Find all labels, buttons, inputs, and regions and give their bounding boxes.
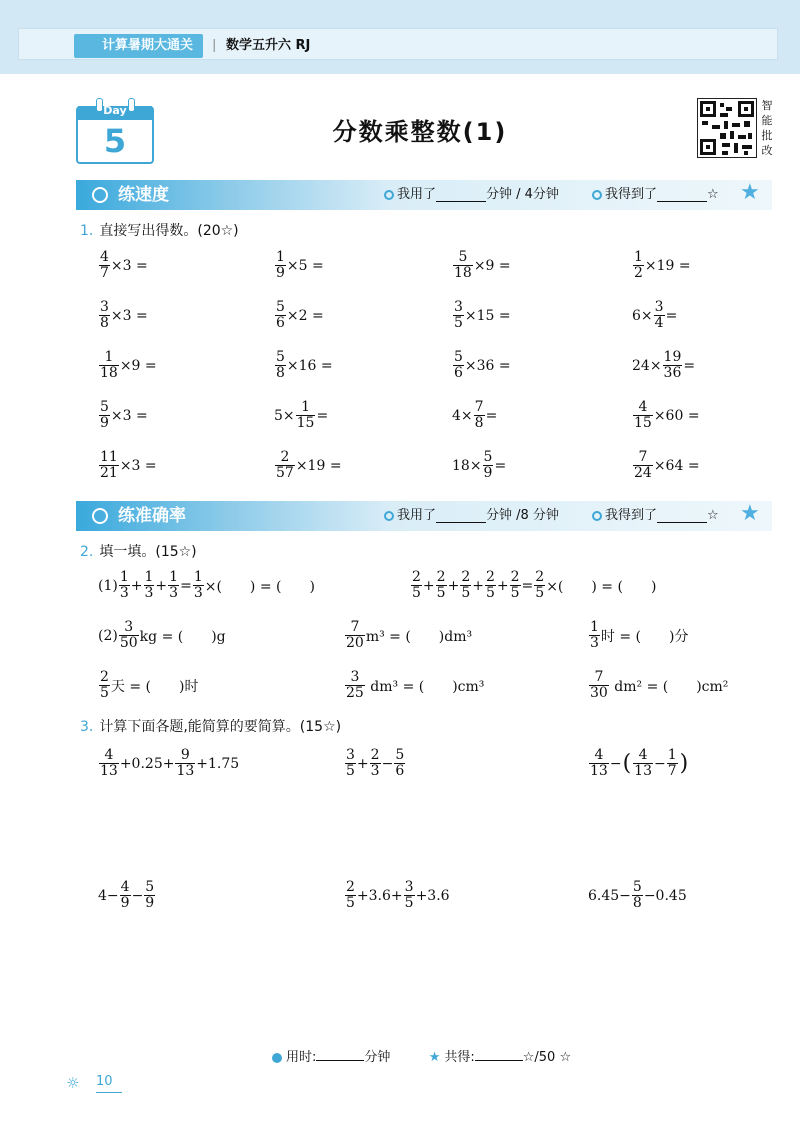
numerator: 5: [145, 879, 155, 895]
time-blank[interactable]: [436, 187, 486, 202]
fraction: [453, 250, 473, 281]
fraction: [99, 748, 119, 779]
page-underline: [96, 1092, 122, 1093]
denominator: 21: [100, 465, 118, 481]
page-title: 分数乘整数(1): [332, 118, 508, 146]
numerator: 3: [654, 299, 664, 315]
clock-icon: [384, 190, 394, 200]
fraction: [534, 570, 545, 601]
numerator: 3: [124, 619, 134, 635]
q2-problem: [98, 620, 226, 651]
fraction: [633, 250, 644, 281]
subject-label: 数学五升六 RJ: [226, 38, 311, 53]
denominator: 36: [663, 365, 682, 381]
q1-problem: [274, 250, 324, 281]
denominator: 4: [654, 315, 664, 331]
fraction: [345, 620, 365, 651]
fraction: [345, 748, 356, 779]
numerator: 9: [180, 747, 190, 763]
fraction: [296, 400, 316, 431]
numerator: 3: [350, 669, 360, 685]
check-icon: [592, 511, 602, 521]
denominator: 9: [100, 415, 109, 431]
fraction: [411, 570, 422, 601]
fraction: [510, 570, 521, 601]
denominator: 3: [193, 585, 203, 601]
fraction: [370, 748, 381, 779]
q3-problem: [588, 880, 687, 911]
denominator: 3: [590, 635, 599, 651]
denominator: 5: [510, 585, 520, 601]
expression-text: −: [609, 755, 622, 772]
numerator: 3: [404, 879, 414, 895]
fraction: [99, 300, 110, 331]
numerator: 7: [638, 449, 648, 465]
expression-text: kg = ( )g: [139, 628, 226, 645]
numerator: 5: [100, 399, 109, 415]
q3-heading: 3. 计算下面各题,能简算的要简算。(15☆): [80, 719, 342, 735]
section-speed-time: 我用了 分钟 / 4分钟: [384, 180, 559, 210]
fraction: [144, 570, 155, 601]
fraction: [120, 880, 131, 911]
denominator: 5: [100, 685, 109, 701]
numerator: 5: [483, 449, 493, 465]
numerator: 2: [280, 449, 290, 465]
denominator: 24: [634, 465, 652, 481]
expression-text: ×64 =: [653, 457, 700, 474]
expression-text: ×9 =: [119, 357, 157, 374]
score-blank[interactable]: [657, 508, 707, 523]
fraction: [453, 350, 464, 381]
denominator: 7: [100, 265, 109, 281]
denominator: 5: [461, 585, 471, 601]
fraction: [275, 350, 286, 381]
expression-text: 时 = ( )分: [600, 628, 689, 645]
expression-text: ×36 =: [464, 357, 511, 374]
expression-text: =: [683, 357, 696, 374]
expression-text: 天 = ( )时: [110, 678, 199, 695]
q1-problem: [632, 450, 700, 481]
numerator: 3: [454, 299, 463, 315]
denominator: 13: [590, 763, 608, 779]
denominator: 6: [276, 315, 285, 331]
parenthesis: ): [679, 750, 689, 776]
denominator: 13: [634, 763, 652, 779]
score-blank[interactable]: [657, 187, 707, 202]
numerator: 1: [104, 349, 114, 365]
denominator: 6: [395, 763, 405, 779]
q1-heading: 1. 直接写出得数。(20☆): [80, 223, 239, 239]
numerator: 2: [461, 569, 471, 585]
fraction: [99, 250, 110, 281]
numerator: 2: [412, 569, 421, 585]
fraction: [275, 250, 286, 281]
denominator: 8: [632, 895, 642, 911]
numerator: 5: [458, 249, 468, 265]
numerator: 7: [594, 669, 604, 685]
expression-text: +: [472, 577, 484, 594]
expression-text: ×19 =: [295, 457, 342, 474]
q2-problem: [98, 570, 315, 601]
expression-text: +: [422, 577, 435, 594]
denominator: 3: [119, 585, 129, 601]
numerator: 4: [638, 747, 648, 763]
expression-text: ×60 =: [653, 407, 700, 424]
q3-problem: [344, 748, 406, 779]
denominator: 13: [176, 763, 195, 779]
star-icon: ★: [428, 1050, 441, 1065]
numerator: 2: [346, 879, 355, 895]
numerator: 7: [350, 619, 360, 635]
star-decoration-icon: ★: [740, 180, 760, 205]
clock-icon: [384, 511, 394, 521]
denominator: 30: [590, 685, 608, 701]
target-icon: [92, 508, 108, 524]
numerator: 2: [100, 669, 109, 685]
expression-text: +0.25+: [119, 755, 175, 772]
expression-text: +: [356, 755, 369, 772]
numerator: 2: [370, 747, 380, 763]
q3-problem: [98, 748, 239, 779]
numerator: 4: [100, 249, 109, 265]
header-separator: |: [212, 38, 217, 53]
q1-problem: [98, 350, 157, 381]
expression-text: 6×: [632, 307, 653, 324]
expression-text: ×15 =: [464, 307, 511, 324]
fraction: [589, 620, 600, 651]
expression-text: ×2 =: [286, 307, 324, 324]
q1-problem: [452, 300, 511, 331]
numerator: 5: [454, 349, 463, 365]
expression-text: +3.6: [415, 887, 450, 904]
qr-code-icon[interactable]: [697, 98, 757, 158]
denominator: 2: [634, 265, 643, 281]
q2-problem: [410, 570, 656, 601]
expression-text: (2): [98, 627, 118, 644]
qr-label: 智 能 批 改: [761, 99, 773, 157]
numerator: 2: [510, 569, 520, 585]
q3-problem: [98, 880, 156, 911]
fraction: [460, 570, 471, 601]
q1-problem: [632, 400, 700, 431]
denominator: 9: [145, 895, 155, 911]
fraction: [99, 450, 119, 481]
time-blank[interactable]: [436, 508, 486, 523]
star-decoration-icon: ★: [740, 501, 760, 526]
q1-problem: [274, 450, 342, 481]
expression-text: −0.45: [643, 887, 687, 904]
section-speed-title: 练速度: [118, 185, 169, 205]
numerator: 2: [485, 569, 495, 585]
expression-text: 18×: [452, 457, 482, 474]
expression-text: 6.45−: [588, 887, 631, 904]
page-number: 10: [96, 1074, 113, 1089]
numerator: 4: [104, 747, 114, 763]
expression-text: 24×: [632, 357, 662, 374]
expression-text: =: [180, 577, 192, 594]
fraction: [144, 880, 155, 911]
denominator: 5: [436, 585, 446, 601]
denominator: 20: [346, 635, 364, 651]
day-number: 5: [103, 122, 127, 160]
denominator: 50: [119, 635, 138, 651]
q1-problem: [452, 350, 511, 381]
fraction: [633, 400, 653, 431]
fraction: [275, 450, 295, 481]
denominator: 5: [485, 585, 495, 601]
q1-problem: [274, 400, 328, 431]
denominator: 13: [100, 763, 118, 779]
total-score-blank[interactable]: [475, 1048, 523, 1061]
denominator: 5: [535, 585, 545, 601]
day-label: Day: [103, 104, 127, 117]
numerator: 11: [100, 449, 118, 465]
fraction: [633, 450, 653, 481]
expression-text: +3.6+: [356, 887, 403, 904]
numerator: 5: [276, 299, 285, 315]
fraction: [474, 400, 485, 431]
fraction: [589, 748, 609, 779]
q2-problem: [344, 670, 484, 701]
total-time-blank[interactable]: [316, 1048, 364, 1061]
expression-text: +: [155, 577, 168, 594]
denominator: 8: [276, 365, 285, 381]
expression-text: ×( ) = ( ): [546, 578, 657, 595]
expression-text: =: [316, 407, 329, 424]
denominator: 5: [412, 585, 421, 601]
numerator: 1: [144, 569, 154, 585]
q1-problem: [452, 450, 506, 481]
fraction: [404, 880, 415, 911]
fraction: [99, 350, 119, 381]
fraction: [193, 570, 204, 601]
denominator: 8: [474, 415, 484, 431]
expression-text: ×3 =: [110, 307, 148, 324]
q1-problem: [452, 250, 511, 281]
numerator: 4: [594, 747, 604, 763]
expression-text: −: [381, 755, 394, 772]
q1-problem: [632, 300, 677, 331]
fraction: [275, 300, 286, 331]
q3-problem: [588, 748, 689, 779]
fraction: [99, 400, 110, 431]
expression-text: ×3 =: [110, 257, 148, 274]
denominator: 18: [100, 365, 118, 381]
denominator: 3: [169, 585, 179, 601]
expression-text: ×9 =: [473, 257, 511, 274]
check-icon: [592, 190, 602, 200]
numerator: 3: [346, 747, 355, 763]
q2-problem: [98, 670, 198, 701]
fraction: [345, 880, 356, 911]
q3-problem: [344, 880, 450, 911]
expression-text: dm² = ( )cm²: [609, 678, 729, 695]
fraction: [119, 620, 139, 651]
denominator: 5: [454, 315, 463, 331]
fraction: [99, 670, 110, 701]
fraction: [345, 670, 365, 701]
numerator: 1: [169, 569, 179, 585]
numerator: 7: [474, 399, 484, 415]
q1-problem: [632, 350, 695, 381]
q1-problem: [98, 250, 148, 281]
q2-heading: 2. 填一填。(15☆): [80, 544, 197, 560]
numerator: 1: [276, 249, 285, 265]
denominator: 7: [667, 763, 677, 779]
expression-text: +: [496, 577, 509, 594]
series-tag: 计算暑期大通关: [74, 34, 203, 58]
section-accuracy-title: 练准确率: [118, 506, 186, 526]
parenthesis: (: [622, 750, 632, 776]
expression-text: ×3 =: [119, 457, 157, 474]
fraction: [633, 748, 653, 779]
fraction: [663, 350, 683, 381]
numerator: 1: [667, 747, 677, 763]
numerator: 3: [100, 299, 109, 315]
section-speed-score: 我得到了 ☆: [592, 180, 719, 210]
fraction: [436, 570, 447, 601]
denominator: 15: [296, 415, 315, 431]
expression-text: ×16 =: [286, 357, 333, 374]
fraction: [632, 880, 643, 911]
fraction: [667, 748, 678, 779]
fraction: [453, 300, 464, 331]
expression-text: (1): [98, 577, 118, 594]
numerator: 5: [632, 879, 642, 895]
expression-text: m³ = ( )dm³: [365, 628, 473, 645]
fraction: [485, 570, 496, 601]
numerator: 19: [663, 349, 682, 365]
footer-summary: 用时: 分钟 ★ 共得: ☆/50 ☆: [272, 1046, 571, 1065]
numerator: 4: [120, 879, 130, 895]
denominator: 3: [144, 585, 154, 601]
expression-text: +: [130, 577, 143, 594]
numerator: 4: [638, 399, 648, 415]
expression-text: ×3 =: [110, 407, 148, 424]
numerator: 2: [535, 569, 545, 585]
stopwatch-icon: [92, 187, 108, 203]
expression-text: 5×: [274, 407, 295, 424]
section-accuracy-time: 我用了 分钟 /8 分钟: [384, 501, 559, 531]
section-accuracy-score: 我得到了 ☆: [592, 501, 719, 531]
denominator: 8: [100, 315, 109, 331]
denominator: 5: [346, 895, 355, 911]
expression-text: =: [485, 407, 498, 424]
q1-problem: [452, 400, 497, 431]
q1-problem: [98, 450, 157, 481]
fraction: [654, 300, 665, 331]
q1-problem: [632, 250, 691, 281]
expression-text: ×5 =: [286, 257, 324, 274]
numerator: 5: [395, 747, 405, 763]
expression-text: dm³ = ( )cm³: [365, 678, 485, 695]
expression-text: ×( ) = ( ): [204, 578, 315, 595]
expression-text: +1.75: [196, 755, 240, 772]
expression-text: =: [494, 457, 507, 474]
expression-text: −: [131, 887, 144, 904]
denominator: 9: [276, 265, 285, 281]
q2-problem: [344, 620, 472, 651]
numerator: 1: [119, 569, 129, 585]
denominator: 9: [483, 465, 493, 481]
sun-icon: ☼: [66, 1074, 80, 1092]
denominator: 5: [346, 763, 355, 779]
denominator: 25: [346, 685, 364, 701]
fraction: [168, 570, 179, 601]
denominator: 57: [276, 465, 294, 481]
expression-text: 4×: [452, 407, 473, 424]
numerator: 5: [276, 349, 285, 365]
q1-problem: [274, 350, 333, 381]
denominator: 5: [404, 895, 414, 911]
q1-problem: [274, 300, 324, 331]
numerator: 1: [634, 249, 643, 265]
expression-text: −: [653, 755, 666, 772]
denominator: 3: [370, 763, 380, 779]
denominator: 9: [120, 895, 130, 911]
numerator: 2: [436, 569, 446, 585]
denominator: 6: [454, 365, 463, 381]
expression-text: =: [521, 577, 534, 594]
fraction: [394, 748, 405, 779]
alarm-clock-icon: [272, 1053, 282, 1063]
q2-problem: [588, 620, 688, 651]
fraction: [175, 748, 195, 779]
fraction: [483, 450, 494, 481]
numerator: 1: [193, 569, 203, 585]
numerator: 1: [590, 619, 599, 635]
expression-text: 4−: [98, 887, 119, 904]
numerator: 1: [301, 399, 311, 415]
fraction: [119, 570, 130, 601]
q1-problem: [98, 300, 148, 331]
expression-text: ×19 =: [644, 257, 691, 274]
q1-problem: [98, 400, 148, 431]
expression-text: +: [447, 577, 460, 594]
expression-text: =: [665, 307, 678, 324]
fraction: [589, 670, 609, 701]
denominator: 18: [454, 265, 472, 281]
denominator: 15: [634, 415, 652, 431]
q2-problem: [588, 670, 728, 701]
